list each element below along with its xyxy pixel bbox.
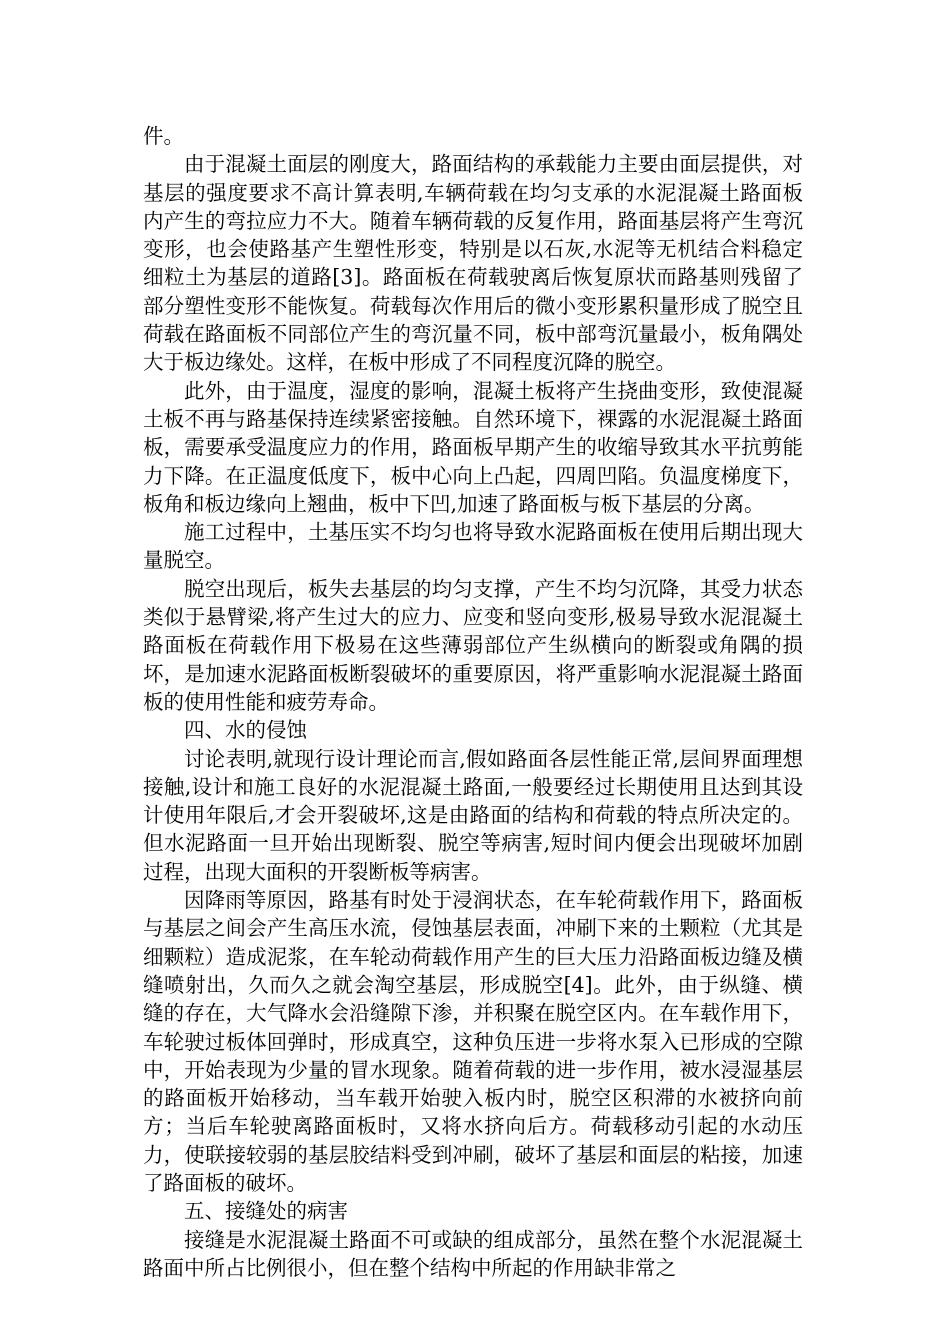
paragraph-temperature-humidity: 此外，由于温度，湿度的影响，混凝土板将产生挠曲变形，致使混凝土板不再与路基保持连续紧密接触。自然环境下，裸露的水泥混凝土路面板，需要承受温度应力的作用，路面板早期产生的收缩导致其水平抗剪能力下降。在正温度低度下，板中心向上凸起，四周凹陷。负温度梯度下，板角和板边缘向上翘曲，板中下凹,加速了路面板与板下基层的分离。: [143, 378, 803, 516]
paragraph-rainfall-pumping: 因降雨等原因，路基有时处于浸润状态，在车轮荷载作用下，路面板与基层之间会产生高压水流，侵蚀基层表面，冲刷下来的土颗粒（尤其是细颗粒）造成泥浆，在车轮动荷载作用产生的巨大压力沿路面板边缝及横缝喷射出，久而久之就会淘空基层，形成脱空[4]。此外，由于纵缝、横缝的存在，大气降水会沿缝隙下渗，并积聚在脱空区内。在车载作用下，车轮驶过板体回弹时，形成真空，这种负压进一步将水泵入已形成的空隙中，开始表现为少量的冒水现象。随着荷载的进一步作用，被水浸湿基层的路面板开始移动，当车载开始驶入板内时，脱空区积滞的水被挤向前方；当后车轮驶离路面板时，又将水挤向后方。荷载移动引起的水动压力，使联接较弱的基层胶结料受到冲刷，破坏了基层和面层的粘接，加速了路面板的破坏。: [143, 888, 803, 1195]
document-body: [143, 122, 803, 1282]
paragraph-design-theory: 讨论表明,就现行设计理论而言,假如路面各层性能正常,层间界面理想接触,设计和施工良好的水泥混凝土路面,一般要经过长期使用且达到其设计使用年限后,才会开裂破坏,这是由路面的结构和荷载的特点所决定的。 但水泥路面一旦开始出现断裂、脱空等病害,短时间内便会出现破坏加剧过程，出现大面积的开裂断板等病害。: [143, 746, 803, 884]
paragraph-surface-layer-stiffness: 由于混凝土面层的刚度大，路面结构的承载能力主要由面层提供，对基层的强度要求不高计算表明,车辆荷载在均匀支承的水泥混凝土路面板内产生的弯拉应力不大。随着车辆荷载的反复作用，路面基层将产生弯沉变形，也会使路基产生塑性形变，特别是以石灰,水泥等无机结合料稳定细粒土为基层的道路[3]。路面板在荷载驶离后恢复原状而路基则残留了部分塑性变形不能恢复。荷载每次作用后的微小变形累积量形成了脱空且荷载在路面板不同部位产生的弯沉量不同，板中部弯沉量最小，板角隅处大于板边缘处。这样，在板中形成了不同程度沉降的脱空。: [143, 152, 803, 375]
section-heading-water-erosion: 四、水的侵蚀: [184, 718, 307, 743]
section-heading-joint-distress: 五、接缝处的病害: [184, 1199, 348, 1224]
paragraph-joints: 接缝是水泥混凝土路面不可或缺的组成部分，虽然在整个水泥混凝土路面中所占比例很小，但在整个结构中所起的作用缺非常之: [143, 1227, 803, 1280]
paragraph-continuation: 件。: [143, 124, 184, 148]
paragraph-construction-compaction: 施工过程中，土基压实不均匀也将导致水泥路面板在使用后期出现大量脱空。: [143, 520, 803, 573]
paragraph-void-effects: 脱空出现后，板失去基层的均匀支撑，产生不均匀沉降，其受力状态类似于悬臂梁,将产生过大的应力、应变和竖向变形,极易导致水泥混凝土路面板在荷载作用下极易在这些薄弱部位产生纵横向的断裂或角隅的损坏，是加速水泥路面板断裂破坏的重要原因，将严重影响水泥混凝土路面板的使用性能和疲劳寿命。: [143, 576, 803, 714]
